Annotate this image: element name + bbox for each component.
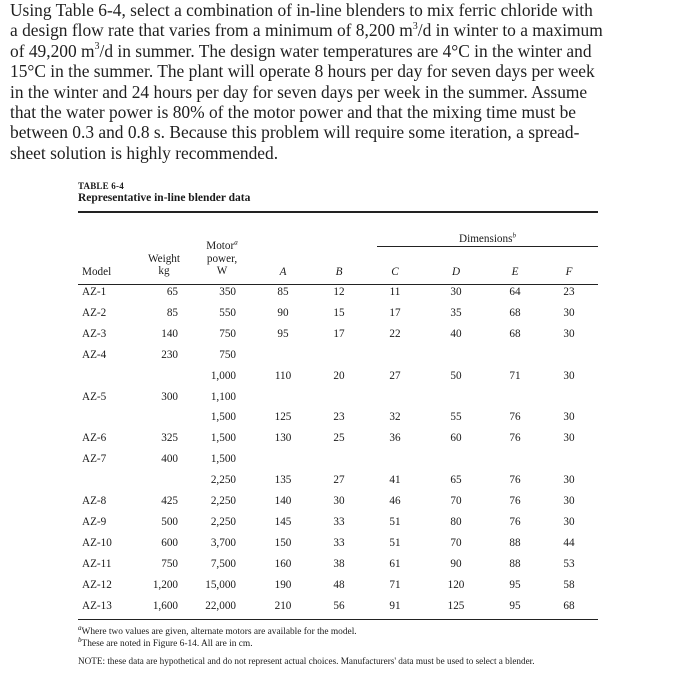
problem-statement (10, 0, 672, 163)
cell-f: 58 (563, 578, 575, 591)
cell-c: 22 (389, 327, 401, 340)
cell-motor: 750 (219, 327, 236, 340)
problem-line: in the winter and 24 hours per day for seven days per week in the summer. Assume (10, 81, 588, 102)
cell-e: 64 (509, 286, 521, 298)
cell-a: 90 (277, 306, 289, 319)
cell-model: AZ-8 (82, 495, 107, 507)
header-dim-d: D (451, 266, 461, 278)
cell-b: 33 (333, 536, 345, 549)
cell-weight: 300 (161, 390, 178, 403)
cell-e: 76 (509, 495, 521, 507)
table-bottom-rule (78, 619, 598, 620)
header-dim-f: F (565, 266, 573, 278)
cell-model: AZ-4 (82, 348, 107, 361)
cell-motor: 1,100 (210, 390, 236, 403)
cell-weight: 85 (166, 306, 178, 319)
cell-f: 23 (563, 286, 575, 298)
cell-e: 88 (509, 557, 521, 570)
cell-model: AZ-2 (82, 306, 107, 319)
footnote-a (78, 623, 357, 637)
cell-d: 120 (447, 578, 465, 591)
dimensions-rule (377, 246, 598, 247)
header-motor-text: Motor (206, 240, 235, 252)
cell-d: 40 (450, 327, 462, 340)
cell-c: 91 (389, 599, 401, 612)
cell-d: 60 (450, 432, 462, 445)
cell-model: AZ-1 (82, 286, 107, 298)
cell-d: 80 (450, 515, 462, 528)
cell-a: 85 (277, 286, 289, 298)
cell-model: AZ-12 (82, 578, 112, 591)
header-dim-b: B (335, 266, 343, 278)
cell-weight: 425 (161, 495, 178, 507)
table-caption: Representative in-line blender data (78, 192, 251, 204)
problem-text: of 49,200 m (10, 40, 95, 61)
cell-weight: 750 (161, 557, 178, 570)
cell-b: 12 (333, 286, 345, 298)
cell-b: 30 (333, 495, 345, 507)
header-motor-2: power, (206, 253, 238, 265)
cell-model: AZ-6 (82, 432, 107, 445)
cell-a: 135 (274, 474, 292, 487)
cell-e: 68 (509, 306, 521, 319)
cell-a: 190 (274, 578, 292, 591)
cell-d: 125 (447, 599, 465, 612)
header-model: Model (82, 266, 112, 278)
cell-weight: 1,600 (152, 599, 178, 612)
cell-a: 130 (274, 432, 292, 445)
cell-e: 71 (509, 369, 521, 382)
problem-text: a design flow rate that varies from a minimum of 8,200 m (10, 20, 413, 41)
cell-weight: 140 (161, 327, 178, 340)
cell-model: AZ-10 (82, 536, 112, 549)
cell-b: 48 (333, 578, 345, 591)
problem-line (10, 20, 672, 40)
superscript: 3 (94, 41, 100, 53)
header-dim-a: A (279, 266, 287, 278)
cell-d: 55 (450, 411, 462, 424)
footnote-b (78, 635, 253, 649)
cell-motor: 1,500 (210, 453, 236, 466)
header-motor-3: W (216, 265, 228, 277)
cell-f: 44 (563, 536, 575, 549)
cell-a: 160 (274, 557, 292, 570)
cell-d: 90 (450, 557, 462, 570)
footnote-marker: a (234, 238, 238, 247)
cell-b: 20 (333, 369, 345, 382)
cell-f: 30 (563, 369, 575, 382)
cell-f: 30 (563, 495, 575, 507)
cell-d: 35 (450, 306, 462, 319)
cell-e: 95 (509, 599, 521, 612)
cell-model: AZ-7 (82, 453, 107, 466)
cell-a: 110 (274, 369, 292, 382)
cell-motor: 1,000 (210, 369, 236, 382)
cell-c: 51 (389, 536, 401, 549)
cell-a: 150 (274, 536, 292, 549)
header-weight-1: Weight (147, 253, 181, 265)
table-top-rule (78, 211, 598, 213)
cell-a: 145 (274, 515, 292, 528)
cell-weight: 230 (161, 348, 178, 361)
cell-motor: 1,500 (210, 432, 236, 445)
problem-text: /d in summer. The design water temperatures are 4°C in the winter and (99, 40, 592, 61)
cell-d: 50 (450, 369, 462, 382)
cell-d: 30 (450, 286, 462, 298)
cell-b: 25 (333, 432, 345, 445)
cell-c: 71 (389, 578, 401, 591)
header-dimensions-text: Dimensions (459, 233, 513, 245)
cell-model: AZ-13 (82, 599, 112, 612)
table-number: TABLE 6-4 (78, 181, 124, 191)
problem-line: between 0.3 and 0.8 s. Because this problem will require some iteration, a spread- (10, 122, 580, 143)
cell-f: 30 (563, 327, 575, 340)
cell-weight: 1,200 (152, 578, 178, 591)
cell-b: 17 (333, 327, 345, 340)
cell-a: 95 (277, 327, 289, 340)
cell-motor: 2,250 (210, 474, 236, 487)
cell-motor: 550 (219, 306, 236, 319)
cell-model: AZ-3 (82, 327, 107, 340)
cell-e: 88 (509, 536, 521, 549)
header-dim-e: E (511, 266, 519, 278)
cell-weight: 400 (161, 453, 178, 466)
cell-b: 23 (333, 411, 345, 424)
cell-motor: 750 (219, 348, 236, 361)
cell-e: 68 (509, 327, 521, 340)
cell-c: 11 (389, 286, 401, 298)
cell-d: 70 (450, 536, 462, 549)
cell-model: AZ-5 (82, 390, 107, 403)
cell-c: 41 (389, 474, 401, 487)
cell-weight: 500 (161, 515, 178, 528)
cell-motor: 2,250 (210, 515, 236, 528)
cell-e: 76 (509, 515, 521, 528)
cell-motor: 1,500 (210, 411, 236, 424)
problem-line (10, 41, 672, 61)
footnote-marker: a (78, 623, 82, 632)
problem-line: Using Table 6-4, select a combination of in-line blenders to mix ferric chloride with (10, 0, 593, 20)
footnote-marker: b (512, 231, 516, 240)
cell-c: 51 (389, 515, 401, 528)
cell-f: 30 (563, 474, 575, 487)
problem-line: 15°C in the summer. The plant will operate 8 hours per day for seven days per week (10, 61, 595, 82)
cell-d: 65 (450, 474, 462, 487)
cell-f: 30 (563, 432, 575, 445)
cell-model: AZ-11 (82, 557, 112, 570)
cell-e: 76 (509, 474, 521, 487)
cell-motor: 7,500 (210, 557, 236, 570)
header-motor-1 (196, 240, 248, 252)
problem-line: that the water power is 80% of the motor power and that the mixing time must be (10, 102, 577, 123)
cell-weight: 600 (161, 536, 178, 549)
cell-f: 53 (563, 557, 575, 570)
cell-a: 125 (274, 411, 292, 424)
problem-line: sheet solution is highly recommended. (10, 142, 279, 163)
cell-b: 33 (333, 515, 345, 528)
cell-motor: 3,700 (210, 536, 236, 549)
cell-e: 76 (509, 411, 521, 424)
cell-b: 38 (333, 557, 345, 570)
cell-d: 70 (450, 495, 462, 507)
cell-a: 210 (274, 599, 292, 612)
cell-f: 68 (563, 599, 575, 612)
table-header-rule (78, 284, 598, 285)
cell-e: 95 (509, 578, 521, 591)
cell-c: 17 (389, 306, 401, 319)
table-note: NOTE: these data are hypothetical and do not represent actual choices. Manufacturers' data must be used to select a blender. (78, 656, 535, 666)
footnote-text: These are noted in Figure 6-14. All are in cm. (81, 639, 253, 649)
cell-c: 32 (389, 411, 401, 424)
cell-c: 27 (389, 369, 401, 382)
cell-e: 76 (509, 432, 521, 445)
superscript: 3 (412, 20, 418, 32)
cell-weight: 65 (166, 286, 178, 298)
cell-model: AZ-9 (82, 515, 107, 528)
header-dim-c: C (391, 266, 399, 278)
cell-motor: 15,000 (205, 578, 236, 591)
cell-f: 30 (563, 515, 575, 528)
cell-c: 36 (389, 432, 401, 445)
cell-c: 46 (389, 495, 401, 507)
problem-text: /d in winter to a maximum (417, 20, 603, 41)
header-weight-2: kg (158, 265, 170, 277)
header-dimensions (377, 233, 598, 245)
cell-motor: 22,000 (205, 599, 236, 612)
cell-f: 30 (563, 411, 575, 424)
footnote-marker: b (78, 635, 82, 644)
cell-motor: 350 (219, 286, 236, 298)
cell-b: 15 (333, 306, 345, 319)
cell-c: 61 (389, 557, 401, 570)
cell-motor: 2,250 (210, 495, 236, 507)
cell-b: 56 (333, 599, 345, 612)
cell-a: 140 (274, 495, 292, 507)
footnote-text: Where two values are given, alternate motors are available for the model. (81, 627, 357, 637)
cell-f: 30 (563, 306, 575, 319)
cell-weight: 325 (161, 432, 178, 445)
cell-b: 27 (333, 474, 345, 487)
